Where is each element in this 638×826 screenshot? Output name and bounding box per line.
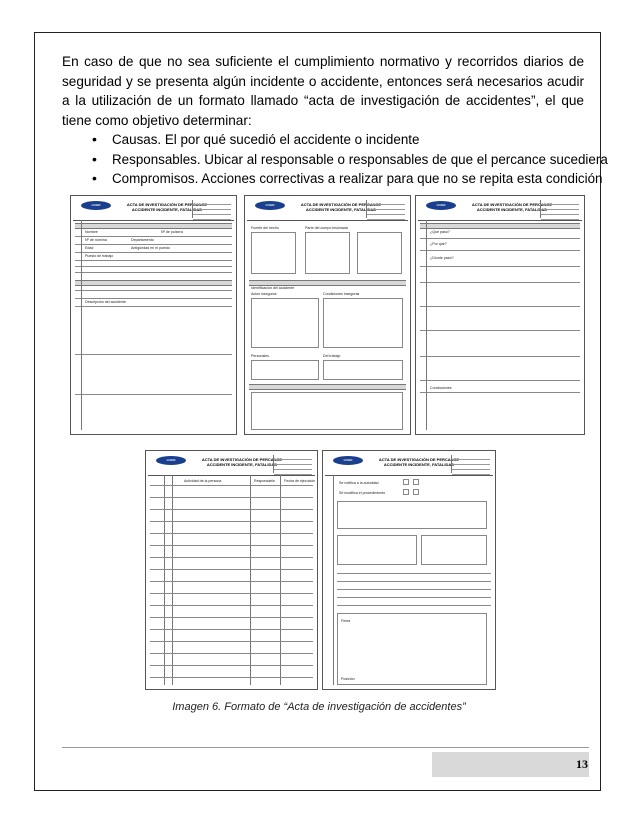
form-field-label: Nº de nómina	[85, 238, 107, 242]
objectives-list	[90, 130, 608, 189]
form-title: ACTA DE INVESTIGACIÓN DE PERCANCE ACCIDENTE INCIDENTE, FATALIDAD	[126, 202, 208, 212]
form-title: ACTA DE INVESTIGACIÓN DE PERCANCE ACCIDENTE INCIDENTE, FATALIDAD	[300, 202, 382, 212]
form-page-5	[322, 450, 496, 690]
company-logo: LOGO	[81, 201, 111, 210]
form-field-label: Condiciones inseguras	[323, 292, 360, 296]
form-field-label: Del trabajo	[323, 354, 341, 358]
form-title: ACTA DE INVESTIGACIÓN DE PERCANCE ACCIDENTE INCIDENTE, FATALIDAD	[471, 202, 553, 212]
page-number: 13	[576, 757, 588, 771]
company-logo: LOGO	[255, 201, 285, 210]
form-page-3	[415, 195, 585, 435]
form-page-2	[244, 195, 411, 435]
form-field-label: Descripción del accidente	[85, 300, 126, 304]
form-title: ACTA DE INVESTIGACIÓN DE PERCANCE ACCIDENTE INCIDENTE, FATALIDAD	[378, 457, 460, 467]
form-field-label: Posición	[341, 677, 355, 681]
footer-divider	[62, 747, 589, 748]
form-field-label: Se modifica el procedimiento	[339, 491, 386, 495]
form-page-4	[145, 450, 318, 690]
form-field-label: Edad	[85, 246, 94, 250]
form-field-label: ¿Por qué?	[430, 242, 447, 246]
company-logo: LOGO	[156, 456, 186, 465]
form-field-label: Firma	[341, 619, 351, 623]
form-page-1	[70, 195, 237, 435]
form-field-label: Actos inseguros	[251, 292, 277, 296]
form-field-label: Nombre	[85, 230, 98, 234]
form-field-label: Identificación del accidente	[251, 286, 295, 290]
form-field-label: Puesto de trabajo	[85, 254, 114, 258]
form-field-label: Fuente del hecho	[251, 226, 279, 230]
form-field-label: Departamento	[131, 238, 154, 242]
table-header: Fecha de ejecución	[284, 479, 316, 483]
form-field-label: ¿Qué pasó?	[430, 230, 450, 234]
list-item: • Causas. El por qué sucedió el accidente o incidente	[90, 130, 590, 150]
intro-paragraph: En caso de que no sea suficiente el cumplimiento normativo y recorridos diarios de seguridad y se presenta algún incidente o accidente, entonces será necesarios acudir a la utilización de un formato llamado “acta de investigación de accidentes”, el que tiene como objetivo determinar:	[62, 54, 584, 128]
figure-caption: Imagen 6. Formato de “Acta de investigación de accidentes”	[172, 701, 466, 713]
form-field-label: Parte del cuerpo lesionada	[305, 226, 348, 230]
form-title: ACTA DE INVESTIGACIÓN DE PERCANCE ACCIDENTE INCIDENTE, FATALIDAD	[201, 457, 283, 467]
form-field-label: Personales	[251, 354, 269, 358]
table-header: Responsable	[254, 479, 275, 483]
form-field-label: Se notifica a la autoridad	[339, 481, 379, 485]
company-logo: LOGO	[333, 456, 363, 465]
form-field-label: ¿Dónde pasó?	[430, 256, 454, 260]
form-field-label: Nº de pulsera	[161, 230, 183, 234]
company-logo: LOGO	[426, 201, 456, 210]
table-header: Actividad de la persona	[184, 479, 222, 483]
list-item: • Compromisos. Acciones correctivas a realizar para que no se repita esta condición	[90, 169, 590, 189]
list-item: • Responsables. Ubicar al responsable o responsables de que el percance sucediera	[90, 150, 590, 170]
form-field-label: Conclusiones	[430, 386, 452, 390]
form-field-label: Antigüedad en el puesto	[131, 246, 170, 250]
